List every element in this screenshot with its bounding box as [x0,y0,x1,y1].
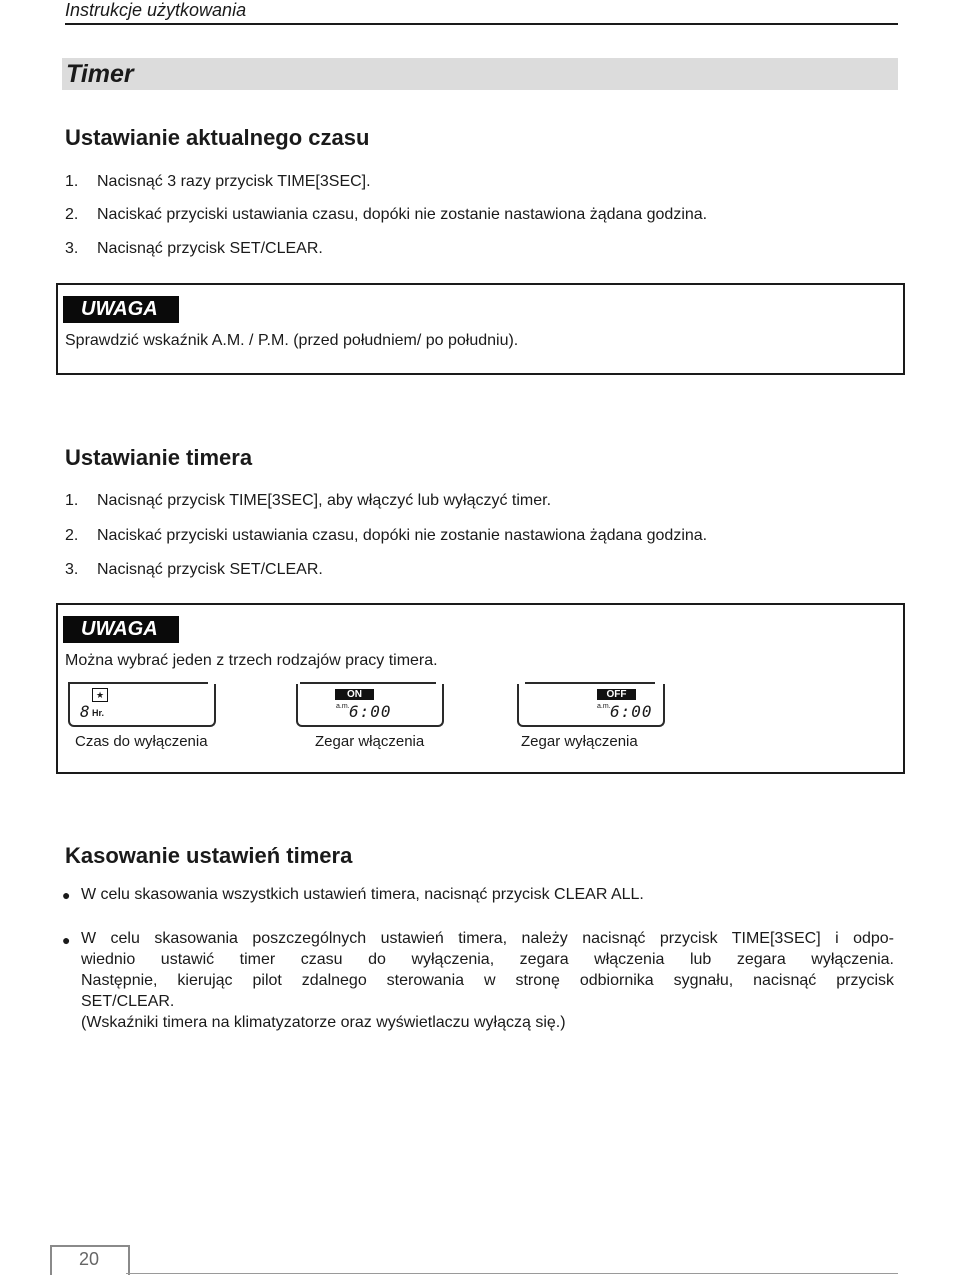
display-value: 6:00 [610,702,653,721]
section-heading-current-time: Ustawianie aktualnego czasu [65,125,370,150]
step-text: Nacisnąć przycisk SET/CLEAR. [97,561,323,578]
step-1 [65,173,371,191]
on-tag: ON [335,689,374,700]
caption-sleep-timer: Czas do wyłączenia [75,733,208,750]
step-text: Nacisnąć 3 razy przycisk TIME[3SEC]. [97,173,371,190]
section-heading-timer: Ustawianie timera [65,445,253,470]
step-2 [65,527,707,545]
step-text: Naciskać przyciski ustawiania czasu, dopóki nie zostanie nastawiona żądana godzina. [97,527,708,544]
page-number: 20 [78,1249,100,1269]
header-rule [65,23,898,25]
bullet-line: SET/CLEAR. [81,993,175,1010]
bullet-line: W celu skasowania wszystkich ustawień timera, nacisnąć przycisk CLEAR ALL. [81,886,644,903]
bullet-icon: ● [62,932,71,948]
display-value: 6:00 [349,702,392,721]
note-text: Sprawdzić wskaźnik A.M. / P.M. (przed południem/ po południu). [65,332,519,349]
sleep-star-icon: ★ [92,688,108,702]
ampm-indicator: a.m. [336,703,350,710]
step-1 [65,492,551,510]
off-tag: OFF [597,689,636,700]
bullet-line: W celu skasowania poszczególnych ustawień timera, należy nacisnąć przycisk TIME[3SEC] i odpo- [81,930,894,947]
step-3 [65,240,323,258]
step-number: 1. [65,173,79,190]
section-heading-clear-timer: Kasowanie ustawień timera [65,843,353,868]
step-3 [65,561,323,579]
running-header: Instrukcje użytkowania [65,0,247,20]
note-label: UWAGA [63,616,179,643]
ampm-indicator: a.m. [597,703,611,710]
step-number: 3. [65,240,79,257]
footer-rule [126,1273,898,1274]
step-text: Nacisnąć przycisk SET/CLEAR. [97,240,323,257]
display-unit: Hr. [92,708,105,718]
step-number: 3. [65,561,79,578]
step-number: 1. [65,492,79,509]
bullet-icon: ● [62,887,71,903]
step-text: Naciskać przyciski ustawiania czasu, dopóki nie zostanie nastawiona żądana godzina. [97,206,708,223]
page-title: Timer [66,60,134,88]
title-band [62,58,898,90]
bullet-item [81,884,896,905]
caption-off-timer: Zegar wyłączenia [521,733,638,750]
note-label: UWAGA [63,296,179,323]
caption-on-timer: Zegar włączenia [315,733,425,750]
bullet-line: (Wskaźniki timera na klimatyzatorze oraz wyświetlaczu wyłączą się.) [81,1014,566,1031]
step-number: 2. [65,527,79,544]
step-2 [65,206,707,224]
step-number: 2. [65,206,79,223]
bullet-line: wiednio ustawić timer czasu do wyłączenia, zegara włączenia lub zegara wyłączenia. [81,951,894,968]
note-box-ampm [56,283,905,375]
note-text: Można wybrać jeden z trzech rodzajów pracy timera. [65,652,438,669]
bullet-line: Następnie, kierując pilot zdalnego sterowania w stronę odbiornika sygnału, nacisnąć przycisk [81,972,894,989]
display-value: 8 [80,702,91,721]
step-text: Nacisnąć przycisk TIME[3SEC], aby włączyć lub wyłączyć timer. [97,492,552,509]
bullet-item [81,928,894,1033]
